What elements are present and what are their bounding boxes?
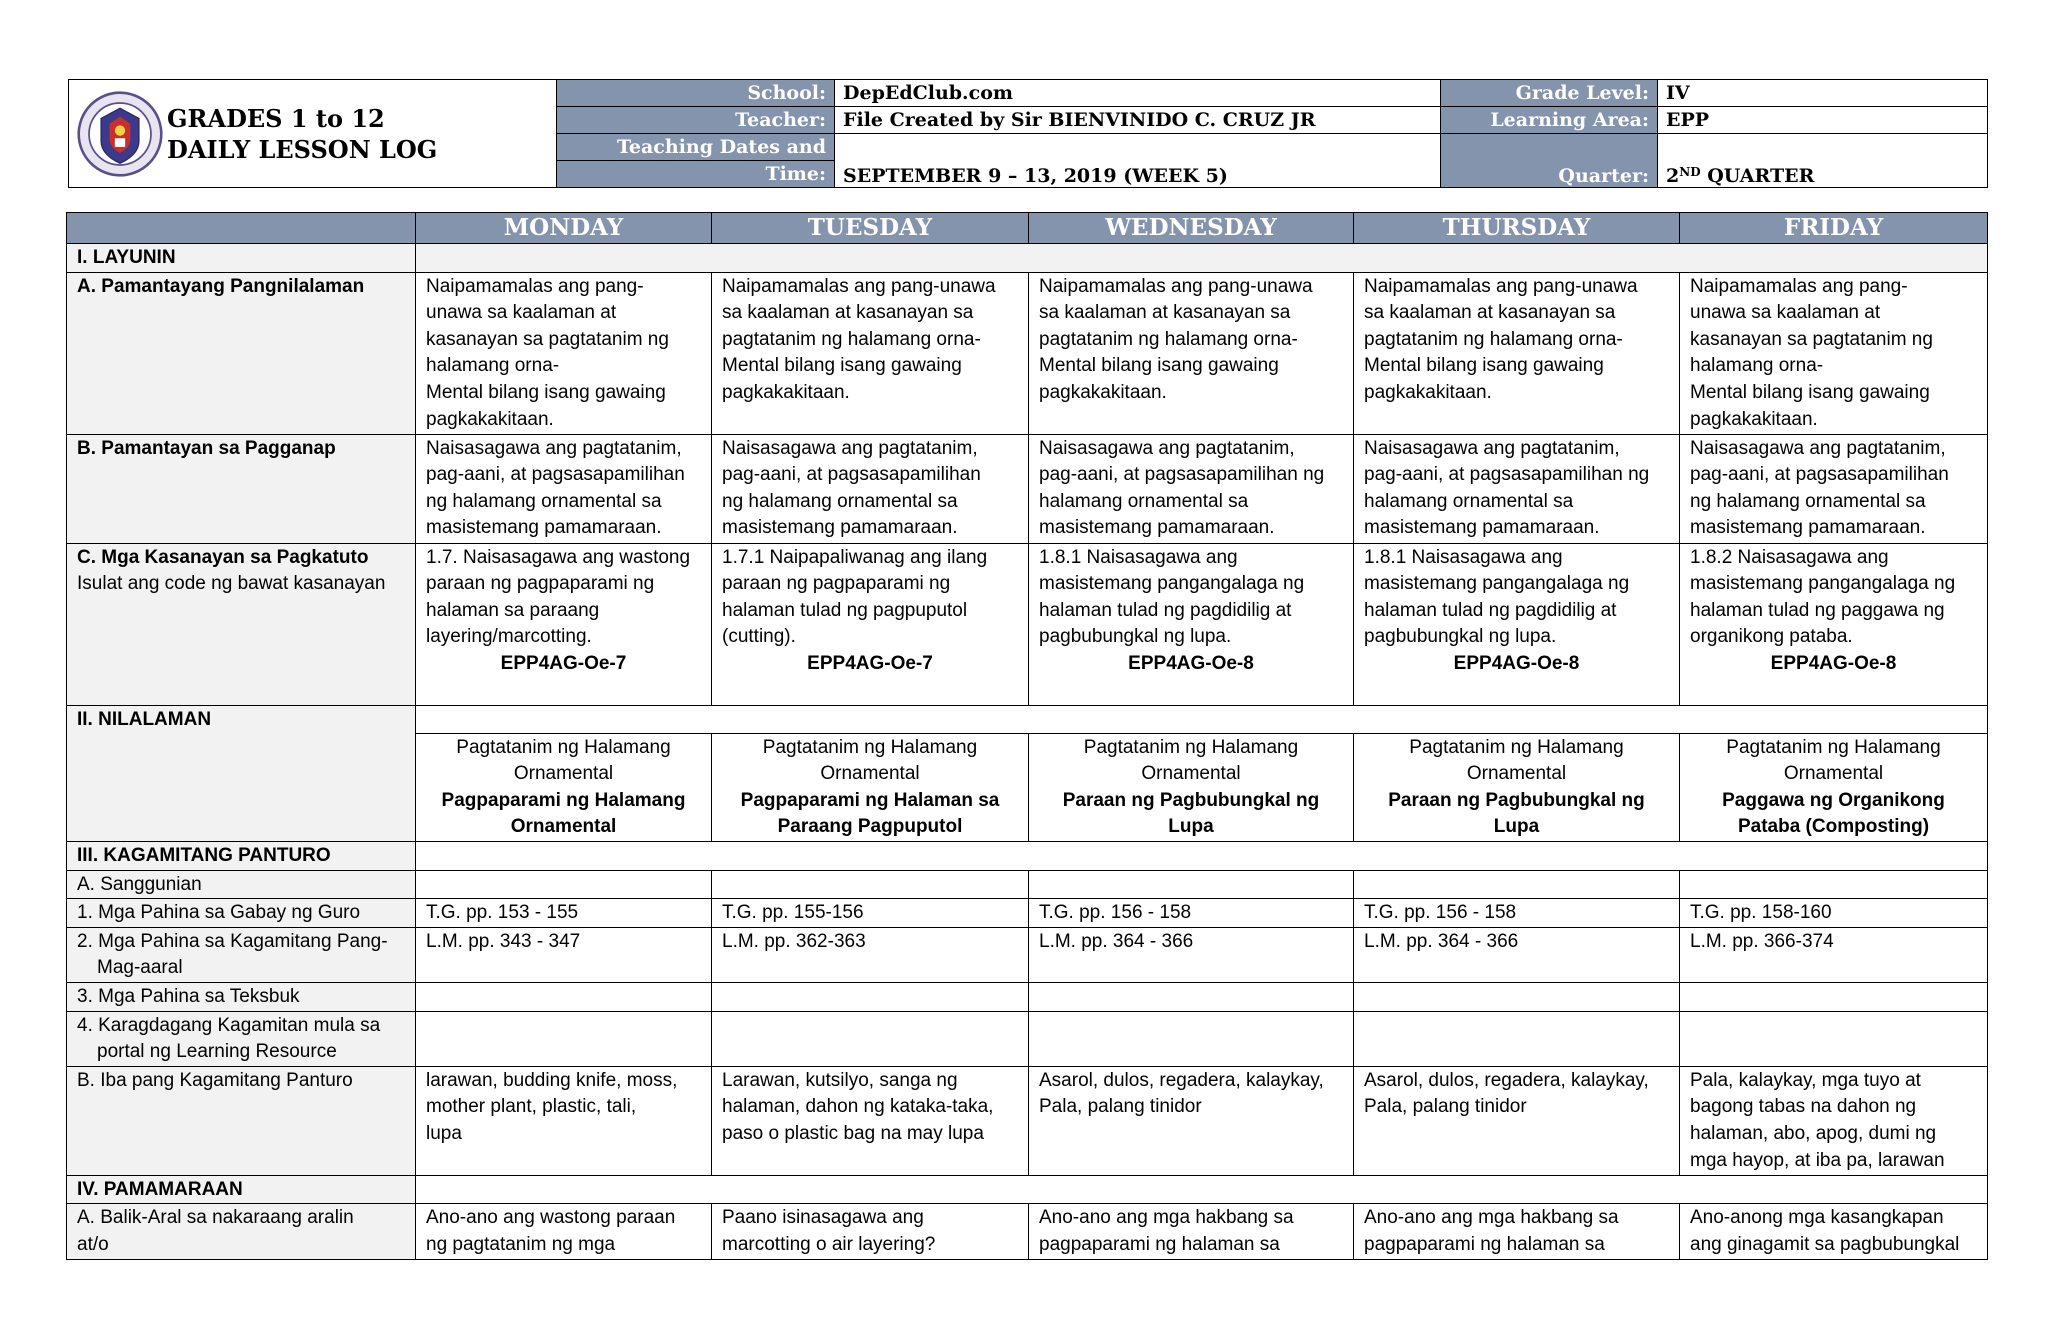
sanggunian-friday (1680, 870, 1988, 899)
line: Ornamental (820, 763, 920, 785)
pagganap-label: B. Pamantayan sa Pagganap (67, 434, 416, 543)
sanggunian-row (67, 870, 1988, 899)
line: organikong pataba. (1690, 626, 1853, 648)
balik-label-cell (67, 1204, 416, 1259)
gabay-tuesday: T.G. pp. 155-156 (712, 899, 1029, 928)
header-table (68, 79, 1988, 188)
line: pagkakakitaan. (1364, 381, 1492, 403)
line: bagong tabas na dahon ng (1690, 1096, 1917, 1118)
kasanayan-monday (416, 543, 712, 705)
balik-wednesday (1029, 1204, 1354, 1259)
line: Mental bilang isang gawaing (1039, 355, 1279, 377)
title-line-1: GRADES 1 to 12 (167, 103, 385, 133)
line: pagkakakitaan. (722, 381, 850, 403)
line: Ornamental (1466, 763, 1567, 785)
line: layering/marcotting. (426, 626, 592, 648)
document-title (163, 103, 437, 165)
kasanayan-friday (1680, 543, 1988, 705)
pagganap-friday (1680, 434, 1988, 543)
line: kasanayan sa pagtatanim ng (1690, 328, 1933, 350)
line: sa kaalaman at kasanayan sa (1364, 302, 1616, 324)
day-header-thursday: THURSDAY (1354, 213, 1680, 244)
line: pagkakakitaan. (1690, 408, 1818, 430)
pamamaraan-blank (416, 1175, 1988, 1204)
pamantayang-wednesday (1029, 272, 1354, 434)
line: pag-aani, at pagsasapamilihan ng (1364, 464, 1650, 486)
line: pagtatanim ng halamang orna- (1364, 328, 1623, 350)
line: Pala, palang tinidor (1039, 1096, 1202, 1118)
lm-monday: L.M. pp. 343 - 347 (416, 927, 712, 982)
layunin-heading: I. LAYUNIN (67, 244, 416, 273)
nilalaman-thursday (1354, 733, 1680, 841)
lm-tuesday: L.M. pp. 362-363 (712, 927, 1029, 982)
line: Ano-ano ang mga hakbang sa (1364, 1207, 1619, 1229)
teaching-dates-label-line-2: Time: (557, 161, 835, 188)
lm-label-cell (67, 927, 416, 982)
balik-row (67, 1204, 1988, 1259)
karagdagan-label-cell (67, 1011, 416, 1066)
line: pagtatanim ng halamang orna- (722, 328, 981, 350)
teacher-value: File Created by Sir BIENVINIDO C. CRUZ JR (835, 107, 1441, 134)
sanggunian-wednesday (1029, 870, 1354, 899)
line: 1.8.1 Naisasagawa ang (1364, 546, 1563, 568)
balik-label-line-2: at/o (77, 1233, 109, 1255)
pagganap-tuesday (712, 434, 1029, 543)
line: halamang ornamental sa (1364, 490, 1574, 512)
lesson-title: Paraan ng Pagbubungkal ng Lupa (1388, 789, 1645, 838)
lesson-title: Pagpaparami ng Halaman sa (740, 789, 1000, 811)
school-value: DepEdClub.com (835, 80, 1441, 107)
line: pag-aani, at pagsasapamilihan (722, 464, 981, 486)
competency-code: EPP4AG-Oe-8 (1128, 652, 1254, 674)
line: halaman tulad ng pagpuputol (722, 599, 968, 621)
pamantayang-monday (416, 272, 712, 434)
line: masistemang pamamaraan. (722, 517, 958, 539)
grade-level-value: IV (1658, 80, 1988, 107)
kasanayan-label-cell (67, 543, 416, 705)
pamantayang-friday (1680, 272, 1988, 434)
sanggunian-monday (416, 870, 712, 899)
pagganap-monday (416, 434, 712, 543)
lesson-title: Paraang Pagpuputol (777, 816, 963, 838)
pagganap-row (67, 434, 1988, 543)
quarter-label: Quarter: (1441, 134, 1658, 188)
balik-friday (1680, 1204, 1988, 1259)
iba-thursday (1354, 1066, 1680, 1175)
line: ng halamang ornamental sa (722, 490, 958, 512)
line: sa kaalaman at kasanayan sa (722, 302, 974, 324)
line: Pala, palang tinidor (1364, 1096, 1527, 1118)
karagdagan-friday (1680, 1011, 1988, 1066)
line: Pagtatanim ng Halamang (1409, 736, 1624, 758)
sanggunian-tuesday (712, 870, 1029, 899)
balik-thursday (1354, 1204, 1680, 1259)
teksbuk-monday (416, 982, 712, 1011)
title-line-2: DAILY LESSON LOG (167, 134, 438, 164)
line: Naisasagawa ang pagtatanim, (1039, 437, 1295, 459)
karagdagan-label-line-2: portal ng Learning Resource (97, 1041, 337, 1063)
iba-monday (416, 1066, 712, 1175)
line: 1.7.1 Naipapaliwanag ang ilang (722, 546, 988, 568)
lesson-title: Ornamental (510, 816, 617, 838)
line: pagkakakitaan. (426, 408, 554, 430)
line: pagkakakitaan. (1039, 381, 1167, 403)
gabay-friday: T.G. pp. 158-160 (1680, 899, 1988, 928)
teksbuk-tuesday (712, 982, 1029, 1011)
deped-seal-icon (77, 91, 163, 177)
pamantayang-row (67, 272, 1988, 434)
line: masistemang pangangalaga ng (1039, 573, 1305, 595)
kasanayan-label: C. Mga Kasanayan sa Pagkatuto (77, 546, 369, 568)
nilalaman-row (67, 705, 1988, 733)
line: Pagtatanim ng Halamang (1726, 736, 1941, 758)
pamantayang-thursday (1354, 272, 1680, 434)
lesson-title: Paggawa ng Organikong (1722, 789, 1945, 811)
karagdagan-label-line-1: 4. Karagdagang Kagamitan mula sa (77, 1014, 381, 1036)
gabay-wednesday: T.G. pp. 156 - 158 (1029, 899, 1354, 928)
line: masistemang pamamaraan. (1690, 517, 1926, 539)
karagdagan-tuesday (712, 1011, 1029, 1066)
line: Naipamamalas ang pang- (426, 275, 644, 297)
kagamitan-row (67, 841, 1988, 870)
line: 1.8.1 Naisasagawa ang (1039, 546, 1238, 568)
line: halamang ornamental sa (1039, 490, 1249, 512)
school-label: School: (557, 80, 835, 107)
line: ng pagtatanim ng mga (426, 1233, 616, 1255)
day-header-row (67, 213, 1988, 244)
gabay-thursday: T.G. pp. 156 - 158 (1354, 899, 1680, 928)
gabay-label: 1. Mga Pahina sa Gabay ng Guro (67, 899, 416, 928)
karagdagan-wednesday (1029, 1011, 1354, 1066)
line: halaman tulad ng paggawa ng (1690, 599, 1945, 621)
lm-label-line-2: Mag-aaral (97, 957, 183, 979)
line: pagbubungkal ng lupa. (1039, 626, 1232, 648)
quarter-value (1658, 134, 1988, 188)
teksbuk-thursday (1354, 982, 1680, 1011)
balik-label-line-1: A. Balik-Aral sa nakaraang aralin (77, 1207, 354, 1229)
kasanayan-tuesday (712, 543, 1029, 705)
teacher-label: Teacher: (557, 107, 835, 134)
line: Pagtatanim ng Halamang (1083, 736, 1299, 758)
kasanayan-row (67, 543, 1988, 705)
line: Pagtatanim ng Halamang (456, 736, 671, 758)
lm-thursday: L.M. pp. 364 - 366 (1354, 927, 1680, 982)
lesson-log-table (66, 212, 1988, 1260)
pagganap-thursday (1354, 434, 1680, 543)
line: Naisasagawa ang pagtatanim, (1690, 437, 1946, 459)
line: pag-aani, at pagsasapamilihan (1690, 464, 1949, 486)
line: Naisasagawa ang pagtatanim, (426, 437, 682, 459)
line: lupa (426, 1122, 462, 1144)
header-logo-cell (69, 80, 557, 188)
line: Naipamamalas ang pang- (1690, 275, 1908, 297)
pamantayang-tuesday (712, 272, 1029, 434)
gabay-monday: T.G. pp. 153 - 155 (416, 899, 712, 928)
line: Ornamental (513, 763, 614, 785)
line: Ano-ano ang mga hakbang sa (1039, 1207, 1294, 1229)
day-header-tuesday: TUESDAY (712, 213, 1029, 244)
teksbuk-row (67, 982, 1988, 1011)
line: marcotting o air layering? (722, 1233, 936, 1255)
lesson-title: Pataba (Composting) (1737, 816, 1930, 838)
nilalaman-tuesday (712, 733, 1029, 841)
line: masistemang pamamaraan. (426, 517, 662, 539)
line: pag-aani, at pagsasapamilihan ng (1039, 464, 1325, 486)
line: Mental bilang isang gawaing (1364, 355, 1604, 377)
line: larawan, budding knife, moss, (426, 1069, 678, 1091)
layunin-fill (416, 244, 1988, 273)
line: halamang orna- (426, 355, 560, 377)
competency-code: EPP4AG-Oe-8 (1453, 652, 1580, 674)
lm-label-line-1: 2. Mga Pahina sa Kagamitang Pang- (77, 930, 388, 952)
line: halaman tulad ng pagdidilig at (1039, 599, 1292, 621)
learning-area-label: Learning Area: (1441, 107, 1658, 134)
line: Larawan, kutsilyo, sanga ng (722, 1069, 958, 1091)
line: mother plant, plastic, tali, (426, 1096, 637, 1118)
sanggunian-label: A. Sanggunian (67, 870, 416, 899)
line: masistemang pamamaraan. (1364, 517, 1600, 539)
teksbuk-label: 3. Mga Pahina sa Teksbuk (67, 982, 416, 1011)
line: sa kaalaman at kasanayan sa (1039, 302, 1291, 324)
line: halamang orna- (1690, 355, 1824, 377)
line: 1.8.2 Naisasagawa ang (1690, 546, 1889, 568)
karagdagan-monday (416, 1011, 712, 1066)
line: Mental bilang isang gawaing (1690, 381, 1930, 403)
line: Mental bilang isang gawaing (722, 355, 962, 377)
line: kasanayan sa pagtatanim ng (426, 328, 669, 350)
line: unawa sa kaalaman at (1690, 302, 1881, 324)
teksbuk-wednesday (1029, 982, 1354, 1011)
nilalaman-wednesday (1029, 733, 1354, 841)
line: pagpaparami ng halaman sa (1039, 1233, 1280, 1255)
lesson-title: Paraan ng Pagbubungkal ng Lupa (1062, 789, 1320, 838)
line: Paano isinasagawa ang (722, 1207, 924, 1229)
line: Naisasagawa ang pagtatanim, (722, 437, 978, 459)
day-header-monday: MONDAY (416, 213, 712, 244)
line: pagpaparami ng halaman sa (1364, 1233, 1605, 1255)
layunin-row (67, 244, 1988, 273)
gabay-row (67, 899, 1988, 928)
nilalaman-friday (1680, 733, 1988, 841)
line: Naipamamalas ang pang-unawa (1364, 275, 1638, 297)
line: Ano-anong mga kasangkapan (1690, 1207, 1944, 1229)
line: Ornamental (1141, 763, 1241, 785)
line: mga hayop, at iba pa, larawan (1690, 1149, 1945, 1171)
teksbuk-friday (1680, 982, 1988, 1011)
line: masistemang pangangalaga ng (1364, 573, 1630, 595)
line: Naipamamalas ang pang-unawa (722, 275, 996, 297)
kasanayan-wednesday (1029, 543, 1354, 705)
line: pagtatanim ng halamang orna- (1039, 328, 1298, 350)
iba-row (67, 1066, 1988, 1175)
kagamitan-blank (416, 841, 1988, 870)
pamamaraan-heading: IV. PAMAMARAAN (67, 1175, 416, 1204)
line: Naipamamalas ang pang-unawa (1039, 275, 1313, 297)
iba-label: B. Iba pang Kagamitang Panturo (67, 1066, 416, 1175)
balik-tuesday (712, 1204, 1029, 1259)
kagamitan-heading: III. KAGAMITANG PANTURO (67, 841, 416, 870)
line: unawa sa kaalaman at (426, 302, 617, 324)
line: pagbubungkal ng lupa. (1364, 626, 1557, 648)
teaching-dates-value: SEPTEMBER 9 – 13, 2019 (WEEK 5) (835, 134, 1441, 188)
pamantayang-label: A. Pamantayang Pangnilalaman (67, 272, 416, 434)
line: ng halamang ornamental sa (426, 490, 662, 512)
lesson-title: Pagpaparami ng Halamang (441, 789, 686, 811)
line: halaman, dahon ng kataka-taka, (722, 1096, 994, 1118)
line: Pagtatanim ng Halamang (762, 736, 978, 758)
competency-code: EPP4AG-Oe-7 (500, 652, 627, 674)
competency-code: EPP4AG-Oe-8 (1770, 652, 1897, 674)
teaching-dates-label-line-1: Teaching Dates and (557, 134, 835, 161)
day-header-wednesday: WEDNESDAY (1029, 213, 1354, 244)
line: pag-aani, at pagsasapamilihan (426, 464, 685, 486)
line: Ornamental (1783, 763, 1884, 785)
pagganap-wednesday (1029, 434, 1354, 543)
learning-area-value: EPP (1658, 107, 1988, 134)
nilalaman-blank (416, 705, 1988, 733)
iba-wednesday (1029, 1066, 1354, 1175)
iba-friday (1680, 1066, 1988, 1175)
line: 1.7. Naisasagawa ang wastong (426, 546, 691, 568)
line: Ano-ano ang wastong paraan (426, 1207, 676, 1229)
kasanayan-thursday (1354, 543, 1680, 705)
line: Naisasagawa ang pagtatanim, (1364, 437, 1620, 459)
lm-wednesday: L.M. pp. 364 - 366 (1029, 927, 1354, 982)
line: masistemang pangangalaga ng (1690, 573, 1956, 595)
line: paraan ng pagpaparami ng (722, 573, 951, 595)
nilalaman-heading: II. NILALAMAN (67, 705, 416, 841)
grade-level-label: Grade Level: (1441, 80, 1658, 107)
pamamaraan-row (67, 1175, 1988, 1204)
balik-monday (416, 1204, 712, 1259)
line: paraan ng pagpaparami ng (426, 573, 655, 595)
corner-header (67, 213, 416, 244)
line: paso o plastic bag na may lupa (722, 1122, 984, 1144)
line: Pala, kalaykay, mga tuyo at (1690, 1069, 1921, 1091)
iba-tuesday (712, 1066, 1029, 1175)
karagdagan-thursday (1354, 1011, 1680, 1066)
day-header-friday: FRIDAY (1680, 213, 1988, 244)
line: halaman sa paraang (426, 599, 600, 621)
nilalaman-monday (416, 733, 712, 841)
lm-friday: L.M. pp. 366-374 (1680, 927, 1988, 982)
karagdagan-row (67, 1011, 1988, 1066)
line: (cutting). (722, 626, 796, 648)
line: halaman tulad ng pagdidilig at (1364, 599, 1617, 621)
line: Mental bilang isang gawaing (426, 381, 666, 403)
quarter-number: 2 (1666, 165, 1680, 187)
line: Asarol, dulos, regadera, kalaykay, (1364, 1069, 1649, 1091)
kasanayan-sublabel: Isulat ang code ng bawat kasanayan (77, 573, 386, 595)
line: Asarol, dulos, regadera, kalaykay, (1039, 1069, 1324, 1091)
lm-row (67, 927, 1988, 982)
line: ang ginagamit sa pagbubungkal (1690, 1233, 1960, 1255)
line: ng halamang ornamental sa (1690, 490, 1926, 512)
quarter-word: QUARTER (1700, 165, 1815, 187)
competency-code: EPP4AG-Oe-7 (807, 652, 933, 674)
line: masistemang pamamaraan. (1039, 517, 1275, 539)
quarter-ordinal: ND (1679, 165, 1701, 179)
sanggunian-thursday (1354, 870, 1680, 899)
line: halaman, abo, apog, dumi ng (1690, 1122, 1937, 1144)
